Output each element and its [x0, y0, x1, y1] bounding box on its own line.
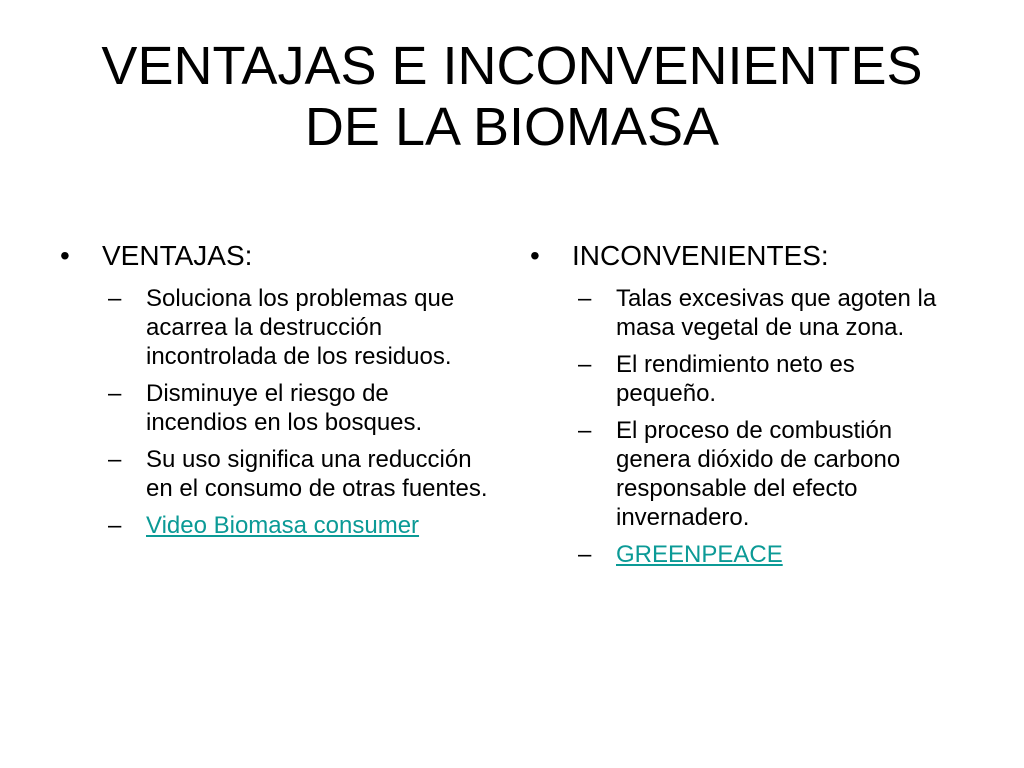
dash-icon: –: [108, 285, 122, 312]
list-item: [578, 350, 960, 408]
disadvantages-heading-row: [530, 238, 960, 274]
list-item: [108, 511, 490, 540]
dash-icon: –: [578, 285, 592, 312]
bullet-icon: •: [530, 240, 540, 271]
disadvantages-heading: INCONVENIENTES:: [572, 240, 829, 271]
advantages-heading: VENTAJAS:: [102, 240, 253, 271]
slide-title-line-2: DE LA BIOMASA: [304, 97, 720, 157]
greenpeace-link[interactable]: GREENPEACE: [616, 541, 783, 568]
advantages-column: [60, 238, 490, 548]
list-item: [108, 379, 490, 437]
advantages-list: [60, 284, 490, 540]
advantage-text: Disminuye el riesgo de incendios en los bosques.: [146, 380, 423, 436]
slide-title: [0, 36, 1024, 158]
list-item: [578, 416, 960, 532]
dash-icon: –: [578, 351, 592, 378]
slide-title-line-1: VENTAJAS E INCONVENIENTES: [101, 36, 923, 96]
bullet-icon: •: [60, 240, 70, 271]
disadvantages-list: [530, 284, 960, 569]
advantage-text: Soluciona los problemas que acarrea la destrucción incontrolada de los residuos.: [146, 285, 455, 370]
advantage-text: Su uso significa una reducción en el consumo de otras fuentes.: [146, 446, 488, 502]
dash-icon: –: [108, 380, 122, 407]
video-biomasa-link[interactable]: Video Biomasa consumer: [146, 512, 420, 539]
dash-icon: –: [578, 417, 592, 444]
disadvantage-text: El proceso de combustión genera dióxido de carbono responsable del efecto invernadero.: [616, 417, 901, 531]
disadvantage-text: Talas excesivas que agoten la masa vegetal de una zona.: [616, 285, 937, 341]
list-item: [578, 540, 960, 569]
disadvantage-text: El rendimiento neto es pequeño.: [616, 351, 855, 407]
list-item: [108, 445, 490, 503]
disadvantages-column: [530, 238, 960, 577]
dash-icon: –: [578, 541, 592, 568]
dash-icon: –: [108, 446, 122, 473]
list-item: [578, 284, 960, 342]
advantages-heading-row: [60, 238, 490, 274]
list-item: [108, 284, 490, 371]
dash-icon: –: [108, 512, 122, 539]
